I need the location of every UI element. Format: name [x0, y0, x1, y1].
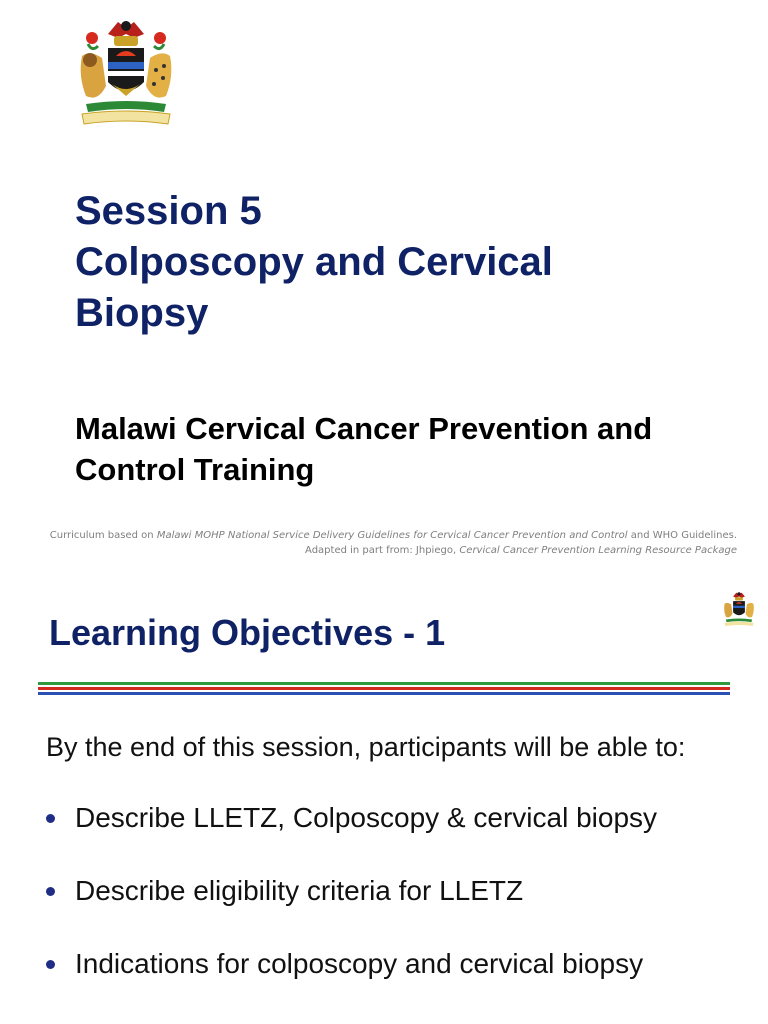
- credit-text: and WHO Guidelines.: [627, 530, 737, 541]
- objective-text: Describe eligibility criteria for LLETZ: [75, 875, 524, 906]
- bullet-icon: [46, 887, 55, 896]
- credit-package-title: Cervical Cancer Prevention Learning Resource Package: [459, 545, 737, 556]
- subtitle-line: Malawi Cervical Cancer Prevention and: [75, 411, 653, 446]
- red-stripe: [38, 687, 730, 690]
- objectives-intro: By the end of this session, participants will be able to:: [46, 732, 686, 762]
- objectives-title: Learning Objectives - 1: [49, 612, 446, 653]
- bullet-icon: [46, 814, 55, 823]
- list-item: [46, 946, 657, 982]
- training-subtitle: [75, 408, 735, 490]
- credit-guideline-title: Malawi MOHP National Service Delivery Guidelines for Cervical Cancer Prevention and Control: [156, 530, 628, 541]
- coat-of-arms-logo: [68, 16, 184, 128]
- bullet-icon: [46, 960, 55, 969]
- credit-line-2: [0, 543, 737, 558]
- green-stripe: [38, 682, 730, 685]
- credit-line-1: [0, 528, 737, 543]
- small-coat-of-arms-logo: [720, 590, 758, 628]
- objectives-slide: [0, 572, 768, 1024]
- curriculum-credit: [0, 528, 737, 558]
- credit-text: Curriculum based on: [49, 530, 157, 541]
- session-title-line: Session 5: [75, 189, 262, 233]
- blue-stripe: [38, 692, 730, 695]
- objective-text: Indications for colposcopy and cervical biopsy: [75, 948, 644, 979]
- list-item: [46, 800, 657, 836]
- list-item: [46, 873, 657, 909]
- objectives-list: [46, 800, 657, 1019]
- subtitle-line: Control Training: [75, 452, 315, 487]
- session-title: [75, 186, 715, 339]
- session-title-line: Colposcopy and Cervical: [75, 240, 553, 284]
- objective-text: Describe LLETZ, Colposcopy & cervical biopsy: [75, 802, 658, 833]
- title-divider-stripes: [38, 682, 730, 697]
- credit-text: Adapted in part from: Jhpiego,: [305, 545, 460, 556]
- session-title-line: Biopsy: [75, 291, 209, 335]
